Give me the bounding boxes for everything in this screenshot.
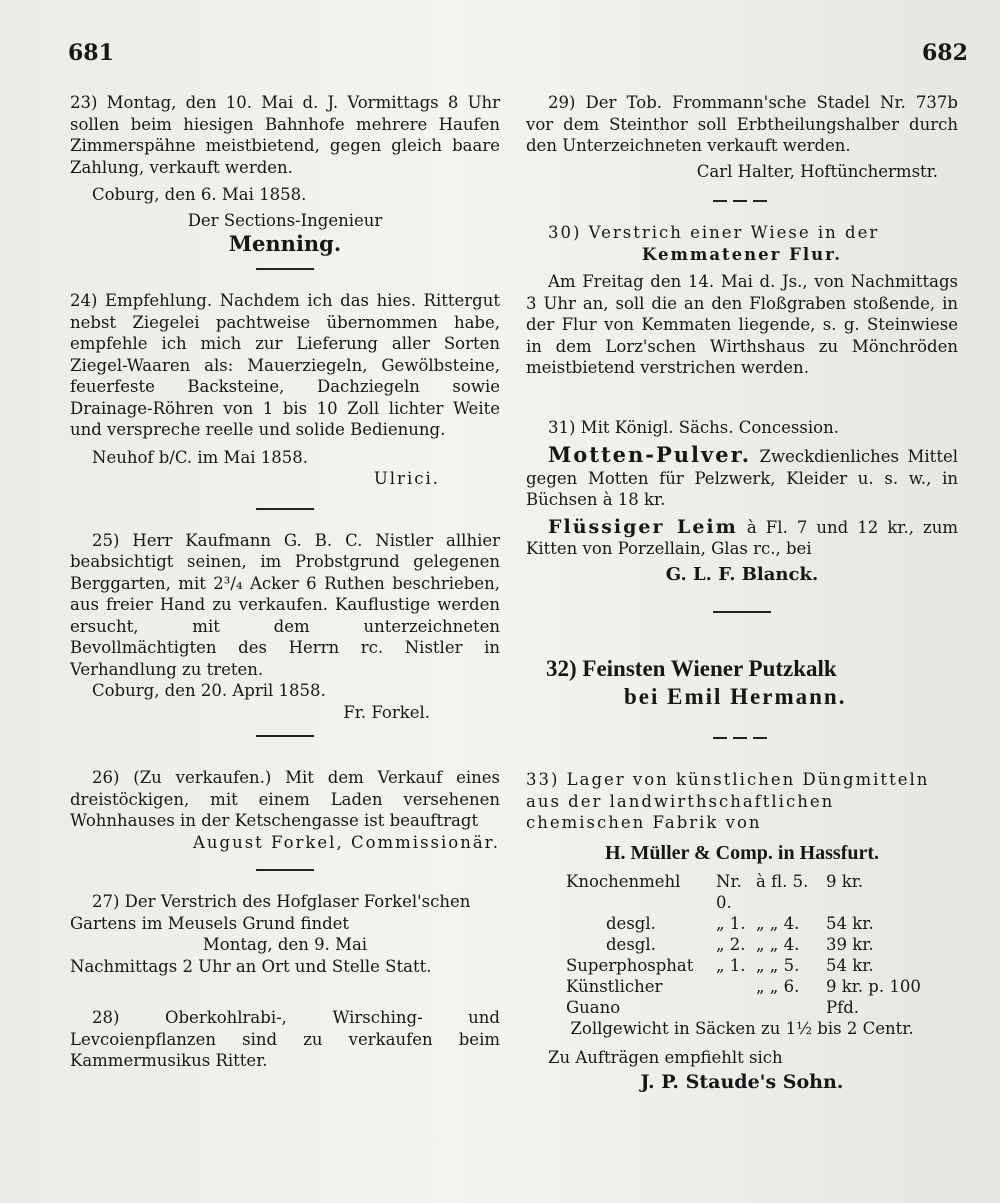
notice-29-sign: Carl Halter, Hoftünchermstr.	[696, 161, 938, 181]
notice-33	[526, 769, 958, 1093]
notice-30-text: Am Freitag den 14. Mai d. Js., von Nachmittags 3 Uhr an, soll die an den Floßgraben stoßende, in der Flur von Kemmaten liegende, s. g. Steinwiese in dem Lorz'schen Wirthshaus zu Mönchröden meistbietend verstrichen werden.	[526, 272, 958, 377]
separator-rule	[713, 200, 771, 202]
notice-32	[526, 655, 958, 711]
notice-25	[70, 530, 500, 724]
notice-27	[70, 891, 500, 977]
notice-29	[526, 92, 958, 182]
notice-32-line1: 32) Feinsten Wiener Putzkalk	[546, 656, 837, 681]
notice-27-line4: Nachmittags 2 Uhr an Ort und Stelle Statt.	[70, 956, 432, 976]
notice-24-name: Ulrici.	[373, 469, 440, 488]
notice-31-sign: G. L. F. Blanck.	[665, 563, 819, 585]
notice-29-text: 29) Der Tob. Frommann'sche Stadel Nr. 737b vor dem Steinthor soll Erbtheilungshalber durch den Unterzeichneten verkauft werden.	[526, 93, 958, 155]
notice-33-sign: J. P. Staude's Sohn.	[640, 1070, 844, 1093]
notice-23-place: Coburg, den 6. Mai 1858.	[92, 185, 307, 204]
notice-25-name: Fr. Forkel.	[343, 702, 430, 722]
notice-24-text: 24) Empfehlung. Nachdem ich das hies. Rittergut nebst Ziegelei pachtweise übernommen habe, empfehle ich mich zur Lieferung aller Sorten Ziegel-Waaren als: Mauerziegeln, Gewölbsteine, feuerfeste Backsteine, Dachziegeln sowie Drainage-Röhren von 1 bis 10 Zoll lichter Weite und verspreche reelle und solide Bedienung.	[70, 291, 500, 439]
notice-23	[70, 92, 500, 256]
separator-rule	[256, 268, 314, 270]
separator-rule	[256, 869, 314, 871]
notice-24	[70, 290, 500, 490]
motten-pulver-heading: Motten-Pulver.	[548, 442, 752, 467]
notice-27-line3: Montag, den 9. Mai	[202, 935, 368, 954]
table-row: Superphosphat „ 1. „ „ 5. 54 kr.	[566, 955, 874, 975]
separator-rule	[256, 735, 314, 737]
notice-25-text: 25) Herr Kaufmann G. B. C. Nistler allhier beabsichtigt seinen, im Probstgrund gelegenen Berggarten, mit 2³/₄ Acker 6 Ruthen beschrieben, aus freier Hand zu verkaufen. Kauflustige werden ersucht, mit dem unterzeichneten Bevollmächtigten des Herrn rc. Nistler in Verhandlung zu treten.	[70, 530, 500, 679]
notice-33-note: Zollgewicht in Säcken zu 1½ bis 2 Centr.	[570, 1018, 914, 1038]
notice-33-text: 33) Lager von künstlichen Düngmitteln aus der landwirthschaftlichen chemischen Fabrik von	[526, 770, 930, 832]
separator-rule	[713, 737, 771, 739]
notice-23-name: Menning.	[228, 231, 342, 256]
separator-rule	[256, 508, 314, 510]
leim-heading: Flüssiger Leim	[548, 515, 738, 538]
notice-33-recommend: Zu Aufträgen empfiehlt sich	[548, 1048, 783, 1067]
notice-30-title1: 30) Verstrich einer Wiese in der	[548, 223, 880, 242]
notice-33-firm: H. Müller & Comp. in Hassfurt.	[604, 841, 880, 864]
notice-28-text: 28) Oberkohlrabi-, Wirsching- und Levcoienpflanzen sind zu verkaufen beim Kammermusikus Ritter.	[70, 1008, 500, 1070]
separator-rule	[713, 611, 771, 613]
table-row: Knochenmehl Nr. 0. à fl. 5. 9 kr.	[566, 871, 864, 912]
page-number-left: 681	[68, 40, 114, 66]
notice-26-sign: August Forkel, Commissionär.	[192, 832, 500, 852]
table-row: Künstlicher Guano „ „ 6. 9 kr. p. 100 Pfd.	[566, 976, 921, 1017]
notice-30-title2: Kemmatener Flur.	[641, 244, 843, 264]
table-row: desgl. „ 1. „ „ 4. 54 kr.	[606, 913, 874, 933]
notice-31-title: 31) Mit Königl. Sächs. Concession.	[548, 417, 839, 437]
notice-25-place: Coburg, den 20. April 1858.	[92, 681, 326, 700]
notice-32-line2: bei Emil Hermann.	[624, 684, 847, 709]
right-column	[526, 92, 958, 1093]
left-column	[70, 92, 500, 1072]
page-number-right: 682	[922, 40, 968, 66]
notice-28	[70, 1007, 500, 1072]
notice-26	[70, 767, 500, 853]
notice-31	[526, 417, 958, 586]
notice-23-text: 23) Montag, den 10. Mai d. J. Vormittags 8 Uhr sollen beim hiesigen Bahnhofe mehrere Haufen Zimmerspähne meistbietend, gegen gleich baare Zahlung, verkauft werden.	[70, 93, 500, 177]
leim-text: à Fl. 7 und 12 kr., zum Kitten von Porzellain, Glas rc., bei	[526, 517, 959, 558]
notice-26-text: 26) (Zu verkaufen.) Mit dem Verkauf eines dreistöckigen, mit einem Laden versehenen Wohnhauses in der Ketschengasse ist beauftragt	[70, 768, 500, 830]
notice-27-line1: 27) Der Verstrich des Hofglaser Forkel'schen	[92, 892, 471, 911]
notice-30	[526, 222, 958, 379]
notice-27-line2: Gartens im Meusels Grund findet	[70, 913, 350, 933]
notice-24-place: Neuhof b/C. im Mai 1858.	[92, 447, 309, 467]
table-row: desgl. „ 2. „ „ 4. 39 kr.	[606, 934, 874, 954]
motten-pulver-text: Zweckdienliches Mittel gegen Motten für Pelzwerk, Kleider u. s. w., in Büchsen à 18 kr.	[526, 447, 958, 509]
notice-23-role: Der Sections-Ingenieur	[187, 210, 383, 230]
price-table	[526, 871, 958, 1018]
